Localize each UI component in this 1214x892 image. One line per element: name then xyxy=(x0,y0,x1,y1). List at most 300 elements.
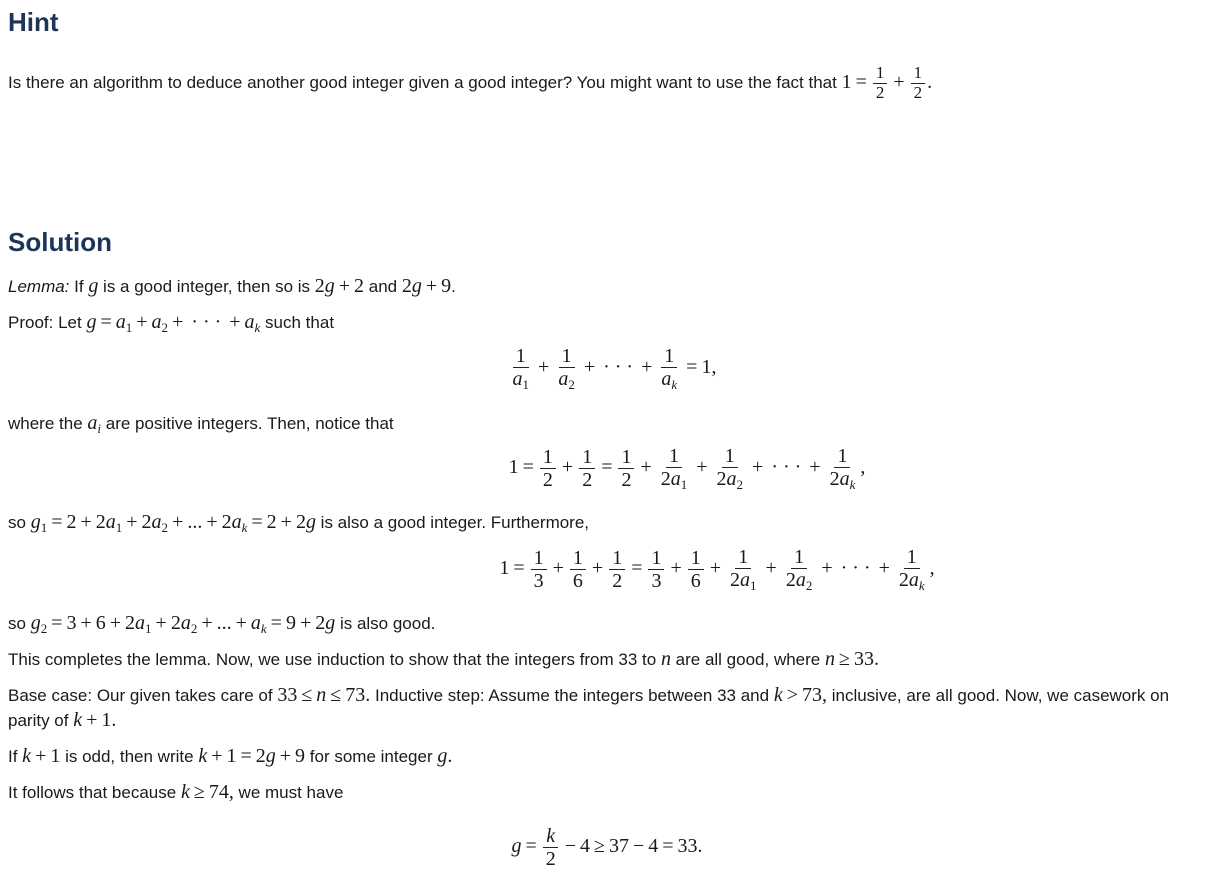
math-subscript: 2 xyxy=(805,578,813,593)
fraction-denominator xyxy=(873,84,888,103)
math-subscript: 2 xyxy=(190,621,198,636)
math-number: 1 xyxy=(508,456,519,479)
math-number: 1 xyxy=(612,547,623,570)
math-operator: = xyxy=(855,70,867,93)
math-variable: a xyxy=(151,511,162,533)
fraction-numerator xyxy=(661,345,677,368)
math-number: 2 xyxy=(660,468,671,490)
hint-text xyxy=(8,64,1200,102)
prose-text: such that xyxy=(260,313,335,332)
math-operator: + xyxy=(206,511,218,533)
math-operator: − xyxy=(564,835,576,858)
math-operator: ≤ xyxy=(330,684,342,706)
fraction-denominator xyxy=(648,570,664,592)
inline-math xyxy=(774,684,827,706)
math-number: 1 xyxy=(738,546,749,568)
math-operator: + xyxy=(126,511,138,533)
prose-text: where the xyxy=(8,414,88,433)
math-variable: a xyxy=(512,368,523,390)
math-variable: a xyxy=(250,612,261,634)
fraction-numerator xyxy=(618,446,634,469)
math-number: 2 xyxy=(829,468,840,490)
math-number: 1 xyxy=(561,345,572,367)
prose-text: Inductive step: Assume the integers between 33 and xyxy=(370,686,774,705)
math-number: 1 xyxy=(651,547,662,570)
math-operator: + xyxy=(172,511,184,533)
math-number: 1 xyxy=(837,445,848,467)
math-operator: + xyxy=(155,612,167,634)
math-variable: a xyxy=(661,368,672,390)
prose-text: It follows that because xyxy=(8,783,181,802)
fraction-numerator xyxy=(666,445,682,468)
math-operator: ≥ xyxy=(838,648,850,670)
math-operator: + xyxy=(809,456,821,479)
math-number: 33. xyxy=(853,648,879,670)
math-number: 2 xyxy=(66,511,77,533)
math-number: 2 xyxy=(582,469,593,492)
math-variable: a xyxy=(795,569,806,591)
math-number: 2 xyxy=(354,275,365,297)
math-operator: + xyxy=(696,456,708,479)
math-number: . xyxy=(447,745,453,767)
math-number: 2 xyxy=(141,511,152,533)
so-g2-text xyxy=(8,611,1200,641)
math-number: ... xyxy=(216,612,232,634)
math-number: 74, xyxy=(208,781,234,803)
math-number: 9 xyxy=(441,275,452,297)
math-variable: g xyxy=(437,745,448,767)
math-operator: + xyxy=(878,557,890,580)
math-operator: = xyxy=(525,835,537,858)
math-number: 3 xyxy=(651,570,662,593)
math-operator: ≥ xyxy=(193,781,205,803)
math-number: 2 xyxy=(621,469,632,492)
math-number: 2 xyxy=(612,570,623,593)
math-variable: g xyxy=(325,612,336,634)
math-number: 73. xyxy=(345,684,371,706)
math-variable: k xyxy=(22,745,32,767)
math-variable: k xyxy=(198,745,208,767)
fraction-denominator xyxy=(618,469,634,491)
math-variable: a xyxy=(115,311,126,333)
math-subscript: k xyxy=(254,320,261,335)
math-operator: + xyxy=(765,557,777,580)
math-number: 1 xyxy=(690,547,701,570)
solution-heading: Solution xyxy=(8,227,112,257)
completes-text xyxy=(8,647,1200,672)
math-number: 1 xyxy=(913,63,923,82)
math-subscript: 2 xyxy=(161,320,168,335)
math-number: 73, xyxy=(802,684,827,706)
math-number: 1 xyxy=(724,445,735,467)
math-number: , xyxy=(929,557,935,580)
math-number: 33. xyxy=(677,835,703,858)
math-fraction xyxy=(579,446,595,491)
math-operator: + xyxy=(893,70,905,93)
prose-text: so xyxy=(8,513,31,532)
math-operator: + xyxy=(80,612,92,634)
math-operator: = xyxy=(601,456,613,479)
fraction-denominator xyxy=(688,570,704,592)
inline-math xyxy=(402,275,451,297)
math-operator: = xyxy=(513,557,525,580)
math-variable: a xyxy=(740,569,751,591)
inline-math xyxy=(73,709,116,731)
math-operator: + xyxy=(109,612,122,634)
math-number: 3 xyxy=(533,570,544,593)
math-variable: a xyxy=(135,612,146,634)
fraction-denominator xyxy=(543,848,559,870)
math-variable: n xyxy=(660,648,671,670)
base-case-text xyxy=(8,683,1200,733)
math-subscript: 1 xyxy=(40,520,48,535)
math-number: 3 xyxy=(66,612,77,634)
math-operator: + xyxy=(229,311,241,333)
math-variable: g xyxy=(324,275,335,297)
math-operator: + xyxy=(552,557,564,580)
if-odd-text xyxy=(8,744,1200,769)
fraction-denominator xyxy=(609,570,625,592)
hint-heading: Hint xyxy=(8,7,59,37)
inline-math xyxy=(87,412,101,434)
math-variable: k xyxy=(773,684,783,706)
fraction-numerator xyxy=(873,64,888,84)
math-number: 2 xyxy=(913,82,923,102)
emphasis-text: Lemma: xyxy=(8,277,70,296)
math-operator: + xyxy=(172,311,184,333)
math-number: , xyxy=(860,456,866,479)
math-number: 2 xyxy=(875,82,885,102)
prose-text: inclusive, are all good. Now, we casework on parity of xyxy=(8,686,1170,730)
math-subscript: 1 xyxy=(125,320,133,335)
math-number: 1 xyxy=(50,745,61,767)
math-operator: + xyxy=(538,356,550,379)
math-operator: + xyxy=(670,557,682,580)
math-fraction xyxy=(570,547,586,592)
math-subscript: 2 xyxy=(40,621,48,636)
math-variable: a xyxy=(231,511,242,533)
math-variable: k xyxy=(73,709,83,731)
math-operator: · · · xyxy=(840,557,871,580)
fraction-numerator xyxy=(570,547,586,570)
math-fraction xyxy=(658,345,680,392)
prose-text: Base case: Our given takes care of xyxy=(8,686,278,705)
math-variable: a xyxy=(105,511,116,533)
math-number: 1 xyxy=(572,547,583,570)
math-number: 2 xyxy=(401,275,412,297)
math-variable: a xyxy=(151,311,162,333)
math-number: 1 xyxy=(515,345,526,367)
math-number: 2 xyxy=(221,511,232,533)
prose-text: and xyxy=(364,277,402,296)
math-fraction xyxy=(609,547,625,592)
math-number: 1 xyxy=(499,557,510,580)
equation-2 xyxy=(0,445,1214,492)
equation-3 xyxy=(0,546,1214,593)
math-number: 9 xyxy=(285,612,296,634)
math-operator: = xyxy=(51,612,63,634)
math-variable: g xyxy=(511,835,522,858)
math-variable: a xyxy=(558,368,569,390)
math-subscript: k xyxy=(260,621,267,636)
fraction-numerator xyxy=(735,546,751,569)
math-variable: a xyxy=(839,468,850,490)
math-fraction xyxy=(896,546,928,593)
prose-text: If xyxy=(8,747,23,766)
math-number: 2 xyxy=(266,511,277,533)
math-operator: + xyxy=(35,745,47,767)
math-subscript: 1 xyxy=(522,377,530,392)
prose-text: so xyxy=(8,614,31,633)
prose-text: Is there an algorithm to deduce another good integer given a good integer? You might want to use the fact that xyxy=(8,72,842,92)
math-subscript: k xyxy=(671,377,678,392)
fraction-numerator xyxy=(513,345,529,368)
math-operator: + xyxy=(821,557,833,580)
fraction-denominator xyxy=(540,469,556,491)
fraction-numerator xyxy=(559,345,575,368)
fraction-numerator xyxy=(579,446,595,469)
math-variable: g xyxy=(30,511,41,533)
inline-math xyxy=(841,63,933,102)
equation-4 xyxy=(0,825,1214,870)
math-number: 6 xyxy=(95,612,106,634)
math-fraction xyxy=(873,64,888,102)
math-operator: + xyxy=(425,275,438,297)
math-number: 2 xyxy=(716,468,727,490)
math-variable: n xyxy=(316,684,327,706)
inline-math xyxy=(437,745,452,767)
equation-1 xyxy=(0,345,1214,392)
math-variable: g xyxy=(411,275,422,297)
math-operator: + xyxy=(279,745,292,767)
math-number: 2 xyxy=(898,569,909,591)
math-variable: a xyxy=(670,468,681,490)
fraction-numerator xyxy=(531,547,547,570)
math-number: 2 xyxy=(785,569,796,591)
math-fraction xyxy=(543,825,559,870)
math-fraction xyxy=(510,345,533,392)
math-fraction xyxy=(714,445,747,492)
math-number: 6 xyxy=(572,570,583,593)
prose-text: is also good. xyxy=(335,614,436,633)
math-subscript: k xyxy=(241,520,248,535)
math-variable: k xyxy=(180,781,190,803)
math-operator: · · · xyxy=(191,311,222,333)
fraction-denominator xyxy=(570,570,586,592)
math-operator: ≤ xyxy=(301,684,313,706)
follows-text xyxy=(8,780,1200,805)
math-number: 1 xyxy=(621,446,632,469)
math-fraction xyxy=(531,547,547,592)
prose-text: for some integer xyxy=(305,747,438,766)
math-operator: + xyxy=(201,612,213,634)
fraction-denominator xyxy=(579,469,595,491)
math-operator: · · · xyxy=(771,456,802,479)
math-operator: = xyxy=(631,557,643,580)
math-operator: = xyxy=(240,745,252,767)
math-subscript: 1 xyxy=(145,621,152,636)
inline-math xyxy=(86,311,260,333)
inline-math xyxy=(31,612,336,634)
inline-math xyxy=(661,648,671,670)
math-subscript: 2 xyxy=(161,520,169,535)
fraction-numerator xyxy=(609,547,625,570)
fraction-denominator xyxy=(531,570,547,592)
math-number: 1 xyxy=(542,446,553,469)
fraction-numerator xyxy=(648,547,664,570)
where-text xyxy=(8,411,1200,441)
math-operator: + xyxy=(640,456,652,479)
math-number: 2 xyxy=(295,511,306,533)
math-operator: + xyxy=(235,612,247,634)
math-subscript: 1 xyxy=(115,520,123,535)
math-fraction xyxy=(555,345,578,392)
prose-text: This completes the lemma. Now, we use induction to show that the integers from 33 to xyxy=(8,650,661,669)
math-number: 1 xyxy=(875,63,885,82)
fraction-denominator xyxy=(658,368,680,392)
math-number: . xyxy=(927,70,933,93)
math-operator: + xyxy=(591,557,604,580)
math-operator: + xyxy=(211,745,223,767)
math-operator: + xyxy=(280,511,292,533)
math-operator: ≥ xyxy=(594,835,605,858)
fraction-numerator xyxy=(791,546,807,569)
fraction-numerator xyxy=(540,446,556,469)
math-number: ... xyxy=(187,511,203,533)
math-variable: a xyxy=(180,612,191,634)
math-operator: + xyxy=(80,511,92,533)
fraction-denominator xyxy=(658,468,691,492)
math-subscript: k xyxy=(849,477,856,492)
math-number: 4 xyxy=(580,835,590,858)
math-variable: a xyxy=(726,468,737,490)
math-variable: g xyxy=(86,311,97,333)
prose-text: is also a good integer. Furthermore, xyxy=(315,513,590,532)
math-subscript: 2 xyxy=(568,377,575,392)
inline-math xyxy=(31,511,316,533)
math-subscript: 2 xyxy=(736,477,744,492)
fraction-numerator xyxy=(543,825,558,848)
math-fraction xyxy=(648,547,664,592)
math-number: 2 xyxy=(730,569,741,591)
math-number: 2 xyxy=(170,612,181,634)
fraction-denominator xyxy=(896,569,928,593)
math-fraction xyxy=(618,446,634,491)
math-fraction xyxy=(688,547,704,592)
math-fraction xyxy=(540,446,556,491)
math-variable: n xyxy=(824,648,835,670)
inline-math xyxy=(88,275,98,297)
math-number: 1 xyxy=(664,345,675,367)
math-operator: + xyxy=(136,311,148,333)
math-number: 1 xyxy=(533,547,544,570)
fraction-numerator xyxy=(688,547,704,570)
math-fraction xyxy=(911,64,926,102)
inline-math xyxy=(22,745,60,767)
fraction-numerator xyxy=(722,445,738,468)
math-number: 1 xyxy=(841,70,852,93)
math-number: 1, xyxy=(701,356,717,379)
math-number: 1. xyxy=(101,709,117,731)
math-number: 1 xyxy=(906,546,917,568)
math-variable: g xyxy=(30,612,41,634)
math-number: 2 xyxy=(315,612,326,634)
prose-text: is odd, then write xyxy=(60,747,199,766)
prose-text: are positive integers. Then, notice that xyxy=(101,414,394,433)
lemma-text xyxy=(8,274,1200,299)
math-number: 2 xyxy=(314,275,325,297)
math-variable: g xyxy=(305,511,316,533)
math-number: 2 xyxy=(255,745,266,767)
math-fraction xyxy=(658,445,691,492)
math-subscript: i xyxy=(97,421,102,436)
inline-math xyxy=(277,684,370,706)
math-variable: g xyxy=(88,275,99,297)
fraction-denominator xyxy=(555,368,578,392)
math-operator: = xyxy=(662,835,674,858)
math-number: 4 xyxy=(648,835,659,858)
math-operator: = xyxy=(100,311,112,333)
math-operator: + xyxy=(709,557,722,580)
math-operator: · · · xyxy=(603,356,634,379)
inline-math xyxy=(181,781,234,803)
fraction-denominator xyxy=(783,569,816,593)
math-operator: = xyxy=(270,612,282,634)
prose-text: Proof: Let xyxy=(8,313,87,332)
math-variable: a xyxy=(87,412,98,434)
math-fraction xyxy=(783,546,816,593)
math-number: 37 xyxy=(608,835,629,858)
fraction-denominator xyxy=(827,468,859,492)
math-operator: + xyxy=(641,356,653,379)
inline-math xyxy=(198,745,305,767)
math-number: 6 xyxy=(690,570,701,593)
math-operator: > xyxy=(786,684,798,706)
math-variable: k xyxy=(546,825,556,847)
math-number: 2 xyxy=(545,848,556,870)
math-number: 2 xyxy=(542,469,553,492)
fraction-denominator xyxy=(727,569,760,593)
math-number: 2 xyxy=(95,511,106,533)
math-operator: = xyxy=(51,511,63,533)
math-operator: + xyxy=(338,275,351,297)
math-variable: a xyxy=(244,311,255,333)
math-number: 1 xyxy=(794,546,805,568)
inline-math xyxy=(825,648,879,670)
math-operator: + xyxy=(86,709,98,731)
so-g1-text xyxy=(8,510,1200,540)
math-operator: + xyxy=(583,356,596,379)
math-operator: + xyxy=(561,456,574,479)
fraction-numerator xyxy=(834,445,850,468)
math-number: 33 xyxy=(277,684,298,706)
math-operator: + xyxy=(752,456,764,479)
math-fraction xyxy=(827,445,859,492)
proof-text xyxy=(8,310,1200,340)
fraction-numerator xyxy=(911,64,926,84)
math-operator: − xyxy=(632,835,645,858)
math-variable: g xyxy=(265,745,276,767)
prose-text: If xyxy=(69,277,89,296)
math-operator: = xyxy=(251,511,263,533)
math-number: 1 xyxy=(582,446,593,469)
fraction-denominator xyxy=(911,84,926,103)
math-operator: = xyxy=(522,456,534,479)
fraction-denominator xyxy=(714,468,747,492)
math-subscript: 1 xyxy=(680,477,688,492)
inline-math xyxy=(315,275,364,297)
prose-text: we must have xyxy=(233,783,344,802)
